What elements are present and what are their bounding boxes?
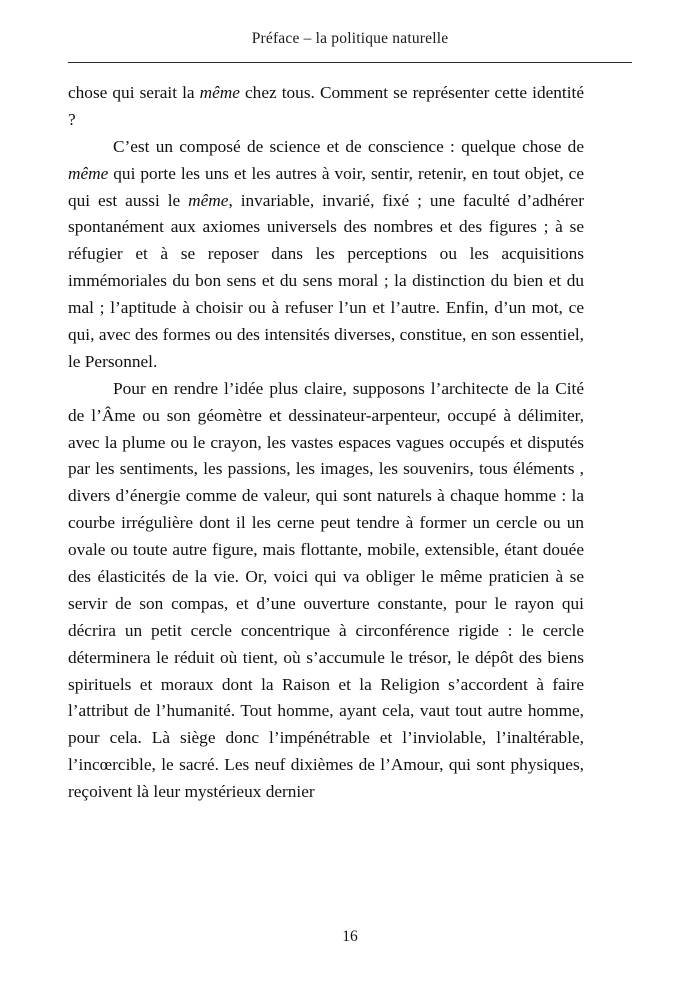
paragraph	[68, 134, 584, 376]
running-head: Préface – la politique naturelle	[251, 30, 449, 47]
header-rule	[68, 62, 632, 63]
text-run: chose qui serait la	[68, 83, 200, 102]
body-text	[68, 80, 584, 806]
emphasis-text: même	[199, 83, 240, 102]
page-number: 16	[342, 928, 358, 945]
paragraph	[68, 376, 584, 806]
text-run: Pour en rendre l’idée plus claire, supposons l’architecte de la Cité de l’Âme ou son géomètre et dessinateur-arpenteur, occupé à délimiter, avec la plume ou le crayon, les vastes espaces vagues occupés et disputés par les sentiments, les passions, les images, les souvenirs, tous éléments , divers d’énergie comme de valeur, qui sont naturels à chaque homme : la courbe irrégulière dont il les cerne peut tendre à former un cercle ou un ovale ou toute autre figure, mais flottante, mobile, extensible, étant douée des élasticités de la vie. Or, voici qui va obliger le même praticien à se servir de son compas, et d’une ouverture constante, pour le rayon qui décrira un petit cercle concentrique à circonférence rigide : le cercle déterminera le réduit où tient, où s’accumule le trésor, le dépôt des biens spirituels et moraux dont la Raison et la Religion s’accordent à faire l’attribut de l’humanité. Tout homme, ayant cela, vaut tout autre homme, pour cela. Là siège donc l’impénétrable et l’inviolable, l’inaltérable, l’incœrcible, le sacré. Les neuf dixièmes de l’Amour, qui sont physiques, reçoivent là leur mystérieux dernier	[68, 378, 584, 802]
text-run: , invariable, invarié, fixé ; une faculté d’adhérer spontanément aux axiomes universels des nombres et des figures ; à se réfugier et à se reposer dans les perceptions ou les acquisitions immémoriales du bon sens et du sens moral ; la distinction du bien et du mal ; l’aptitude à choisir ou à refuser l’un et l’autre. Enfin, d’un mot, ce qui, avec des formes ou des intensités diverses, constitue, en son essentiel, le Personnel.	[68, 190, 584, 371]
paragraph	[68, 80, 584, 134]
text-run: C’est un composé de science et de conscience : quelque chose de	[112, 136, 584, 156]
emphasis-text: même	[188, 190, 229, 210]
emphasis-text: même	[68, 163, 109, 183]
text-run: qui porte les uns et les autres à voir, sentir, retenir, en tout objet, ce qui est aussi le	[68, 163, 584, 210]
text-run: chez tous. Comment se représenter cette identité ?	[68, 83, 584, 129]
